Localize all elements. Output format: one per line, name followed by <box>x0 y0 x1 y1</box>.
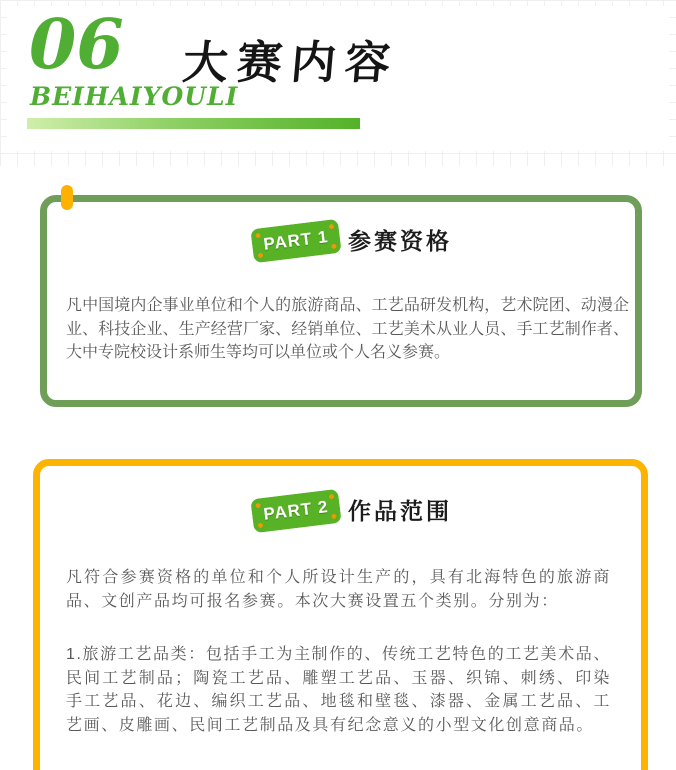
gradient-bar <box>27 118 360 129</box>
section-number: 06 <box>29 5 124 85</box>
part2-heading: 作品范围 <box>348 498 452 524</box>
part2-paragraph-1: 凡符合参赛资格的单位和个人所设计生产的，具有北海特色的旅游商品、文创产品均可报名参赛。本次大赛设置五个类别。分别为： <box>66 569 611 610</box>
part1-badge: PART 1 <box>250 219 341 263</box>
card-part1 <box>40 195 642 407</box>
card-part2 <box>33 459 648 770</box>
page-title: 大赛内容 <box>180 37 402 88</box>
header-section <box>0 0 676 166</box>
clip-pill-decoration <box>61 185 73 210</box>
part2-paragraph-2: 1.旅游工艺品类：包括手工为主制作的、传统工艺特色的工艺美术品、民间工艺制品；陶瓷工艺品、雕塑工艺品、玉器、织锦、刺绣、印染手工艺品、花边、编织工艺品、地毯和壁毯、漆器、金属工艺品、工艺画、皮雕画、民间工艺制品及具有纪念意义的小型文化创意商品。 <box>66 646 611 734</box>
header-card <box>7 6 669 151</box>
part1-heading: 参赛资格 <box>348 228 452 254</box>
part1-paragraph: 凡中国境内企事业单位和个人的旅游商品、工艺品研发机构，艺术院团、动漫企业、科技企业、生产经营厂家、经销单位、工艺美术从业人员、手工艺制作者、大中专院校设计系师生等均可以单位或个人名义参赛。 <box>66 297 629 361</box>
header-subtitle: BEIHAIYOULI <box>30 82 239 111</box>
part2-badge: PART 2 <box>250 489 341 533</box>
